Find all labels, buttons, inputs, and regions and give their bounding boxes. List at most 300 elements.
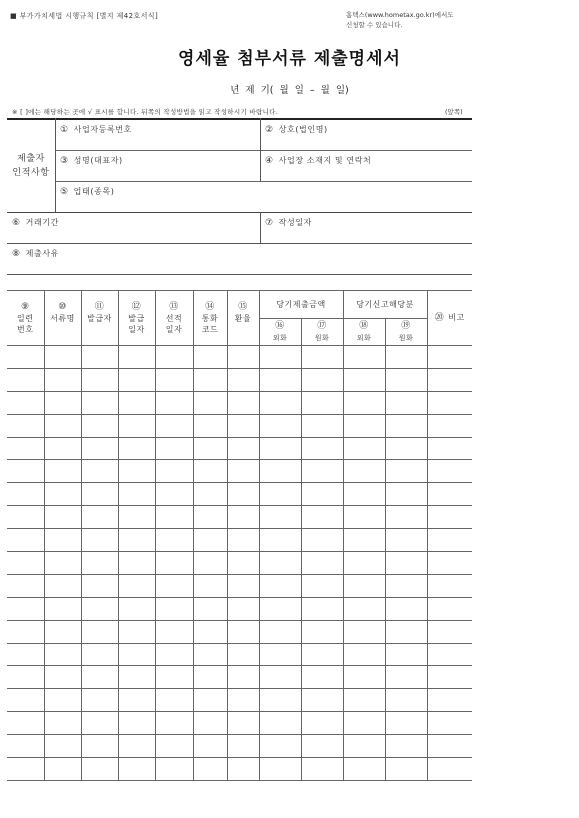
- table-cell[interactable]: [44, 368, 81, 391]
- shipping-date-label-2: 일자: [165, 325, 183, 334]
- notice-text: ※ [ ]에는 해당하는 곳에 √ 표시를 합니다. 뒤쪽의 작성방법을 읽고 작성하시기 바랍니다.: [12, 108, 279, 116]
- table-row: [7, 368, 472, 391]
- table-cell[interactable]: [427, 391, 472, 414]
- table-cell[interactable]: [385, 368, 427, 391]
- table-cell[interactable]: [343, 666, 385, 689]
- table-cell[interactable]: [155, 643, 193, 666]
- table-row: [7, 712, 472, 735]
- table-cell[interactable]: [44, 620, 81, 643]
- table-cell[interactable]: [193, 483, 227, 506]
- table-cell[interactable]: [259, 735, 301, 758]
- table-cell[interactable]: [227, 437, 259, 460]
- table-cell[interactable]: [155, 597, 193, 620]
- table-cell[interactable]: [44, 529, 81, 552]
- table-cell[interactable]: [44, 437, 81, 460]
- table-cell[interactable]: [81, 414, 118, 437]
- table-cell[interactable]: [259, 574, 301, 597]
- table-cell[interactable]: [193, 414, 227, 437]
- table-cell[interactable]: [385, 758, 427, 781]
- table-cell[interactable]: [155, 712, 193, 735]
- table-cell[interactable]: [343, 414, 385, 437]
- table-cell[interactable]: [7, 483, 44, 506]
- table-cell[interactable]: [301, 666, 343, 689]
- num-10: ⑩: [58, 302, 67, 312]
- submitter-section-divider: [55, 118, 56, 212]
- field-company-name[interactable]: [265, 124, 328, 135]
- table-cell[interactable]: [227, 620, 259, 643]
- table-cell[interactable]: [259, 483, 301, 506]
- representative-label: 성명(대표자): [73, 156, 123, 165]
- num-14: ⑭: [205, 302, 215, 312]
- table-row: [7, 506, 472, 529]
- table-cell[interactable]: [7, 346, 44, 369]
- table-cell[interactable]: [81, 506, 118, 529]
- table-cell[interactable]: [259, 620, 301, 643]
- table-cell[interactable]: [259, 758, 301, 781]
- table-cell[interactable]: [81, 460, 118, 483]
- table-cell[interactable]: [81, 666, 118, 689]
- table-cell[interactable]: [155, 735, 193, 758]
- table-cell[interactable]: [427, 689, 472, 712]
- table-cell[interactable]: [427, 666, 472, 689]
- table-cell[interactable]: [301, 391, 343, 414]
- reason-bottom-border: [7, 274, 472, 275]
- table-cell[interactable]: [385, 506, 427, 529]
- table-cell[interactable]: [259, 460, 301, 483]
- table-cell[interactable]: [343, 574, 385, 597]
- table-cell[interactable]: [193, 643, 227, 666]
- table-cell[interactable]: [155, 758, 193, 781]
- table-cell[interactable]: [385, 460, 427, 483]
- field-representative[interactable]: [60, 155, 123, 166]
- table-cell[interactable]: [259, 643, 301, 666]
- table-row: [7, 597, 472, 620]
- table-cell[interactable]: [155, 666, 193, 689]
- table-cell[interactable]: [193, 689, 227, 712]
- table-row: [7, 460, 472, 483]
- table-cell[interactable]: [301, 735, 343, 758]
- table-cell[interactable]: [227, 574, 259, 597]
- table-cell[interactable]: [155, 483, 193, 506]
- table-cell[interactable]: [343, 391, 385, 414]
- table-cell[interactable]: [118, 689, 155, 712]
- table-cell[interactable]: [259, 552, 301, 575]
- table-cell[interactable]: [427, 414, 472, 437]
- table-cell[interactable]: [301, 414, 343, 437]
- table-cell[interactable]: [81, 758, 118, 781]
- table-cell[interactable]: [155, 552, 193, 575]
- table-cell[interactable]: [427, 712, 472, 735]
- table-cell[interactable]: [7, 689, 44, 712]
- table-cell[interactable]: [343, 506, 385, 529]
- table-cell[interactable]: [301, 368, 343, 391]
- table-cell[interactable]: [155, 437, 193, 460]
- field-address-contact[interactable]: [265, 155, 371, 166]
- field-business-number[interactable]: [60, 124, 132, 135]
- table-cell[interactable]: [259, 712, 301, 735]
- table-cell[interactable]: [7, 758, 44, 781]
- field-write-date[interactable]: [265, 217, 312, 228]
- table-cell[interactable]: [343, 437, 385, 460]
- table-cell[interactable]: [81, 735, 118, 758]
- group-current-report: [343, 291, 427, 319]
- table-cell[interactable]: [259, 689, 301, 712]
- table-cell[interactable]: [301, 529, 343, 552]
- table-cell[interactable]: [118, 346, 155, 369]
- table-cell[interactable]: [7, 529, 44, 552]
- table-cell[interactable]: [155, 689, 193, 712]
- table-cell[interactable]: [427, 483, 472, 506]
- table-cell[interactable]: [7, 460, 44, 483]
- table-cell[interactable]: [81, 529, 118, 552]
- table-cell[interactable]: [227, 506, 259, 529]
- group-current-submission: [259, 291, 343, 319]
- table-cell[interactable]: [385, 346, 427, 369]
- table-cell[interactable]: [7, 368, 44, 391]
- document-detail-table: [7, 290, 472, 781]
- table-cell[interactable]: [155, 506, 193, 529]
- table-cell[interactable]: [193, 368, 227, 391]
- table-cell[interactable]: [343, 368, 385, 391]
- table-cell[interactable]: [427, 529, 472, 552]
- table-cell[interactable]: [118, 368, 155, 391]
- table-cell[interactable]: [7, 643, 44, 666]
- table-cell[interactable]: [301, 643, 343, 666]
- table-cell[interactable]: [227, 758, 259, 781]
- table-cell[interactable]: [81, 712, 118, 735]
- table-cell[interactable]: [193, 391, 227, 414]
- table-cell[interactable]: [427, 574, 472, 597]
- table-cell[interactable]: [7, 506, 44, 529]
- table-cell[interactable]: [118, 620, 155, 643]
- table-cell[interactable]: [385, 529, 427, 552]
- num-17: ⑰: [317, 321, 327, 331]
- table-cell[interactable]: [7, 597, 44, 620]
- table-cell[interactable]: [193, 529, 227, 552]
- num-19: ⑲: [401, 321, 411, 331]
- num-13: ⑬: [169, 302, 179, 312]
- table-cell[interactable]: [343, 552, 385, 575]
- shipping-date-label-1: 선적: [165, 314, 183, 323]
- table-cell[interactable]: [343, 620, 385, 643]
- table-cell[interactable]: [259, 414, 301, 437]
- table-cell[interactable]: [227, 712, 259, 735]
- table-cell[interactable]: [44, 414, 81, 437]
- table-cell[interactable]: [227, 597, 259, 620]
- table-cell[interactable]: [81, 368, 118, 391]
- table-cell[interactable]: [301, 712, 343, 735]
- col-currency-code: [193, 291, 227, 346]
- table-cell[interactable]: [227, 483, 259, 506]
- submit-reason-label: 제출사유: [25, 249, 59, 258]
- table-cell[interactable]: [81, 346, 118, 369]
- table-cell[interactable]: [343, 689, 385, 712]
- table-cell[interactable]: [427, 643, 472, 666]
- table-cell[interactable]: [343, 483, 385, 506]
- table-cell[interactable]: [7, 735, 44, 758]
- submitter-section-label: [8, 152, 54, 180]
- table-cell[interactable]: [44, 574, 81, 597]
- table-cell[interactable]: [118, 414, 155, 437]
- table-cell[interactable]: [44, 552, 81, 575]
- table-cell[interactable]: [301, 506, 343, 529]
- table-cell[interactable]: [427, 506, 472, 529]
- table-cell[interactable]: [193, 712, 227, 735]
- table-row: [7, 735, 472, 758]
- table-cell[interactable]: [385, 735, 427, 758]
- field-business-type[interactable]: [60, 186, 114, 197]
- table-cell[interactable]: [227, 529, 259, 552]
- table-cell[interactable]: [301, 574, 343, 597]
- table-cell[interactable]: [118, 529, 155, 552]
- table-cell[interactable]: [81, 597, 118, 620]
- table-row: [7, 666, 472, 689]
- table-cell[interactable]: [259, 346, 301, 369]
- table-cell[interactable]: [427, 758, 472, 781]
- table-cell[interactable]: [44, 758, 81, 781]
- report-krw-label: 원화: [398, 334, 414, 342]
- table-cell[interactable]: [44, 735, 81, 758]
- table-cell[interactable]: [44, 460, 81, 483]
- table-cell[interactable]: [301, 597, 343, 620]
- table-cell[interactable]: [193, 758, 227, 781]
- table-cell[interactable]: [427, 620, 472, 643]
- table-cell[interactable]: [44, 643, 81, 666]
- issuer-label: 발급자: [87, 314, 112, 323]
- table-cell[interactable]: [301, 483, 343, 506]
- table-cell[interactable]: [44, 506, 81, 529]
- num-20: ⑳: [434, 313, 445, 323]
- num-18: ⑱: [359, 321, 369, 331]
- submitter-col-divider: [260, 118, 261, 181]
- table-cell[interactable]: [227, 735, 259, 758]
- currency-code-label-1: 통화: [201, 314, 219, 323]
- table-cell[interactable]: [118, 735, 155, 758]
- table-cell[interactable]: [44, 712, 81, 735]
- table-cell[interactable]: [118, 460, 155, 483]
- table-cell[interactable]: [343, 346, 385, 369]
- table-cell[interactable]: [385, 689, 427, 712]
- table-cell[interactable]: [343, 460, 385, 483]
- table-cell[interactable]: [385, 391, 427, 414]
- col-issuer: [81, 291, 118, 346]
- table-cell[interactable]: [155, 460, 193, 483]
- table-cell[interactable]: [227, 552, 259, 575]
- table-cell[interactable]: [193, 597, 227, 620]
- table-cell[interactable]: [343, 712, 385, 735]
- table-cell[interactable]: [227, 666, 259, 689]
- col-shipping-date: [155, 291, 193, 346]
- table-cell[interactable]: [118, 758, 155, 781]
- table-cell[interactable]: [343, 758, 385, 781]
- table-cell[interactable]: [301, 620, 343, 643]
- num-6: ⑥: [12, 218, 21, 228]
- field-submit-reason[interactable]: [12, 248, 59, 259]
- table-cell[interactable]: [259, 391, 301, 414]
- table-cell[interactable]: [259, 666, 301, 689]
- table-cell[interactable]: [155, 368, 193, 391]
- write-date-label: 작성일자: [278, 218, 312, 227]
- table-cell[interactable]: [7, 620, 44, 643]
- table-cell[interactable]: [259, 368, 301, 391]
- num-16: ⑯: [275, 321, 285, 331]
- table-cell[interactable]: [385, 437, 427, 460]
- table-cell[interactable]: [81, 483, 118, 506]
- table-cell[interactable]: [7, 414, 44, 437]
- table-cell[interactable]: [44, 666, 81, 689]
- table-cell[interactable]: [385, 483, 427, 506]
- table-cell[interactable]: [385, 574, 427, 597]
- form-reference: ■ 부가가치세법 시행규칙 [별지 제42호서식]: [10, 12, 159, 20]
- table-cell[interactable]: [385, 414, 427, 437]
- table-cell[interactable]: [155, 620, 193, 643]
- table-cell[interactable]: [118, 643, 155, 666]
- table-cell[interactable]: [259, 437, 301, 460]
- table-row: [7, 529, 472, 552]
- table-cell[interactable]: [155, 574, 193, 597]
- table-cell[interactable]: [44, 597, 81, 620]
- col-remarks: [427, 291, 472, 346]
- table-cell[interactable]: [193, 620, 227, 643]
- table-row: [7, 552, 472, 575]
- submitter-section-label-line-2: 인적사항: [12, 168, 50, 178]
- table-cell[interactable]: [343, 735, 385, 758]
- side-label: (앞쪽): [445, 108, 463, 116]
- table-cell[interactable]: [301, 689, 343, 712]
- num-7: ⑦: [265, 218, 274, 228]
- table-cell[interactable]: [118, 666, 155, 689]
- table-cell[interactable]: [385, 643, 427, 666]
- table-cell[interactable]: [81, 620, 118, 643]
- table-row: [7, 391, 472, 414]
- table-cell[interactable]: [81, 643, 118, 666]
- table-cell[interactable]: [81, 689, 118, 712]
- table-cell[interactable]: [44, 483, 81, 506]
- table-row: [7, 437, 472, 460]
- table-cell[interactable]: [301, 460, 343, 483]
- table-cell[interactable]: [155, 346, 193, 369]
- table-cell[interactable]: [118, 552, 155, 575]
- table-cell[interactable]: [7, 437, 44, 460]
- table-row: [7, 643, 472, 666]
- num-2: ②: [265, 125, 274, 135]
- online-note-line-2: 신청할 수 있습니다.: [346, 21, 403, 29]
- table-cell[interactable]: [427, 460, 472, 483]
- table-cell[interactable]: [301, 758, 343, 781]
- table-cell[interactable]: [193, 574, 227, 597]
- table-cell[interactable]: [259, 506, 301, 529]
- table-cell[interactable]: [227, 643, 259, 666]
- table-row: [7, 574, 472, 597]
- num-1: ①: [60, 125, 69, 135]
- table-cell[interactable]: [7, 391, 44, 414]
- table-cell[interactable]: [427, 735, 472, 758]
- table-cell[interactable]: [155, 391, 193, 414]
- table-cell[interactable]: [385, 620, 427, 643]
- table-cell[interactable]: [118, 506, 155, 529]
- table-cell[interactable]: [7, 574, 44, 597]
- table-cell[interactable]: [155, 414, 193, 437]
- table-cell[interactable]: [343, 597, 385, 620]
- table-cell[interactable]: [227, 689, 259, 712]
- table-cell[interactable]: [7, 666, 44, 689]
- table-cell[interactable]: [427, 346, 472, 369]
- field-transaction-period[interactable]: [12, 217, 59, 228]
- table-cell[interactable]: [193, 735, 227, 758]
- table-cell[interactable]: [227, 391, 259, 414]
- table-cell[interactable]: [427, 597, 472, 620]
- table-cell[interactable]: [118, 437, 155, 460]
- table-cell[interactable]: [81, 437, 118, 460]
- exchange-rate-label: 환율: [234, 314, 252, 323]
- business-type-label: 업태(종목): [73, 187, 115, 196]
- table-cell[interactable]: [227, 414, 259, 437]
- form-title: 영세율 첨부서류 제출명세서: [178, 49, 401, 69]
- issue-date-label-1: 발급: [128, 314, 145, 323]
- period-col-divider: [260, 212, 261, 243]
- table-cell[interactable]: [343, 643, 385, 666]
- table-row: [7, 483, 472, 506]
- table-cell[interactable]: [155, 529, 193, 552]
- col-submission-krw: [301, 319, 343, 346]
- table-cell[interactable]: [227, 346, 259, 369]
- table-cell[interactable]: [301, 437, 343, 460]
- table-cell[interactable]: [44, 391, 81, 414]
- table-cell[interactable]: [385, 666, 427, 689]
- table-cell[interactable]: [385, 552, 427, 575]
- table-cell[interactable]: [193, 506, 227, 529]
- table-cell[interactable]: [193, 666, 227, 689]
- table-cell[interactable]: [118, 483, 155, 506]
- table-cell[interactable]: [193, 460, 227, 483]
- table-cell[interactable]: [118, 597, 155, 620]
- table-cell[interactable]: [118, 574, 155, 597]
- table-cell[interactable]: [81, 552, 118, 575]
- address-contact-label: 사업장 소재지 및 연락처: [278, 156, 372, 165]
- table-cell[interactable]: [427, 437, 472, 460]
- table-cell[interactable]: [44, 346, 81, 369]
- table-cell[interactable]: [227, 368, 259, 391]
- table-cell[interactable]: [193, 346, 227, 369]
- table-cell[interactable]: [259, 597, 301, 620]
- col-exchange-rate: [227, 291, 259, 346]
- table-cell[interactable]: [301, 346, 343, 369]
- table-cell[interactable]: [193, 437, 227, 460]
- table-cell[interactable]: [301, 552, 343, 575]
- table-row: [7, 689, 472, 712]
- table-cell[interactable]: [81, 574, 118, 597]
- table-cell[interactable]: [118, 391, 155, 414]
- submitter-row-divider-1: [55, 150, 472, 151]
- table-cell[interactable]: [118, 712, 155, 735]
- table-cell[interactable]: [227, 460, 259, 483]
- table-cell[interactable]: [193, 552, 227, 575]
- table-cell[interactable]: [343, 529, 385, 552]
- table-cell[interactable]: [81, 391, 118, 414]
- table-cell[interactable]: [385, 712, 427, 735]
- issue-date-label-2: 일자: [128, 325, 145, 334]
- table-cell[interactable]: [7, 552, 44, 575]
- col-submission-foreign: [259, 319, 301, 346]
- table-cell[interactable]: [259, 529, 301, 552]
- table-body: [7, 346, 472, 781]
- table-cell[interactable]: [7, 712, 44, 735]
- table-cell[interactable]: [385, 597, 427, 620]
- table-cell[interactable]: [427, 552, 472, 575]
- table-cell[interactable]: [427, 368, 472, 391]
- table-cell[interactable]: [44, 689, 81, 712]
- online-note-line-1: 홈택스(www.hometax.go.kr)에서도: [346, 11, 454, 19]
